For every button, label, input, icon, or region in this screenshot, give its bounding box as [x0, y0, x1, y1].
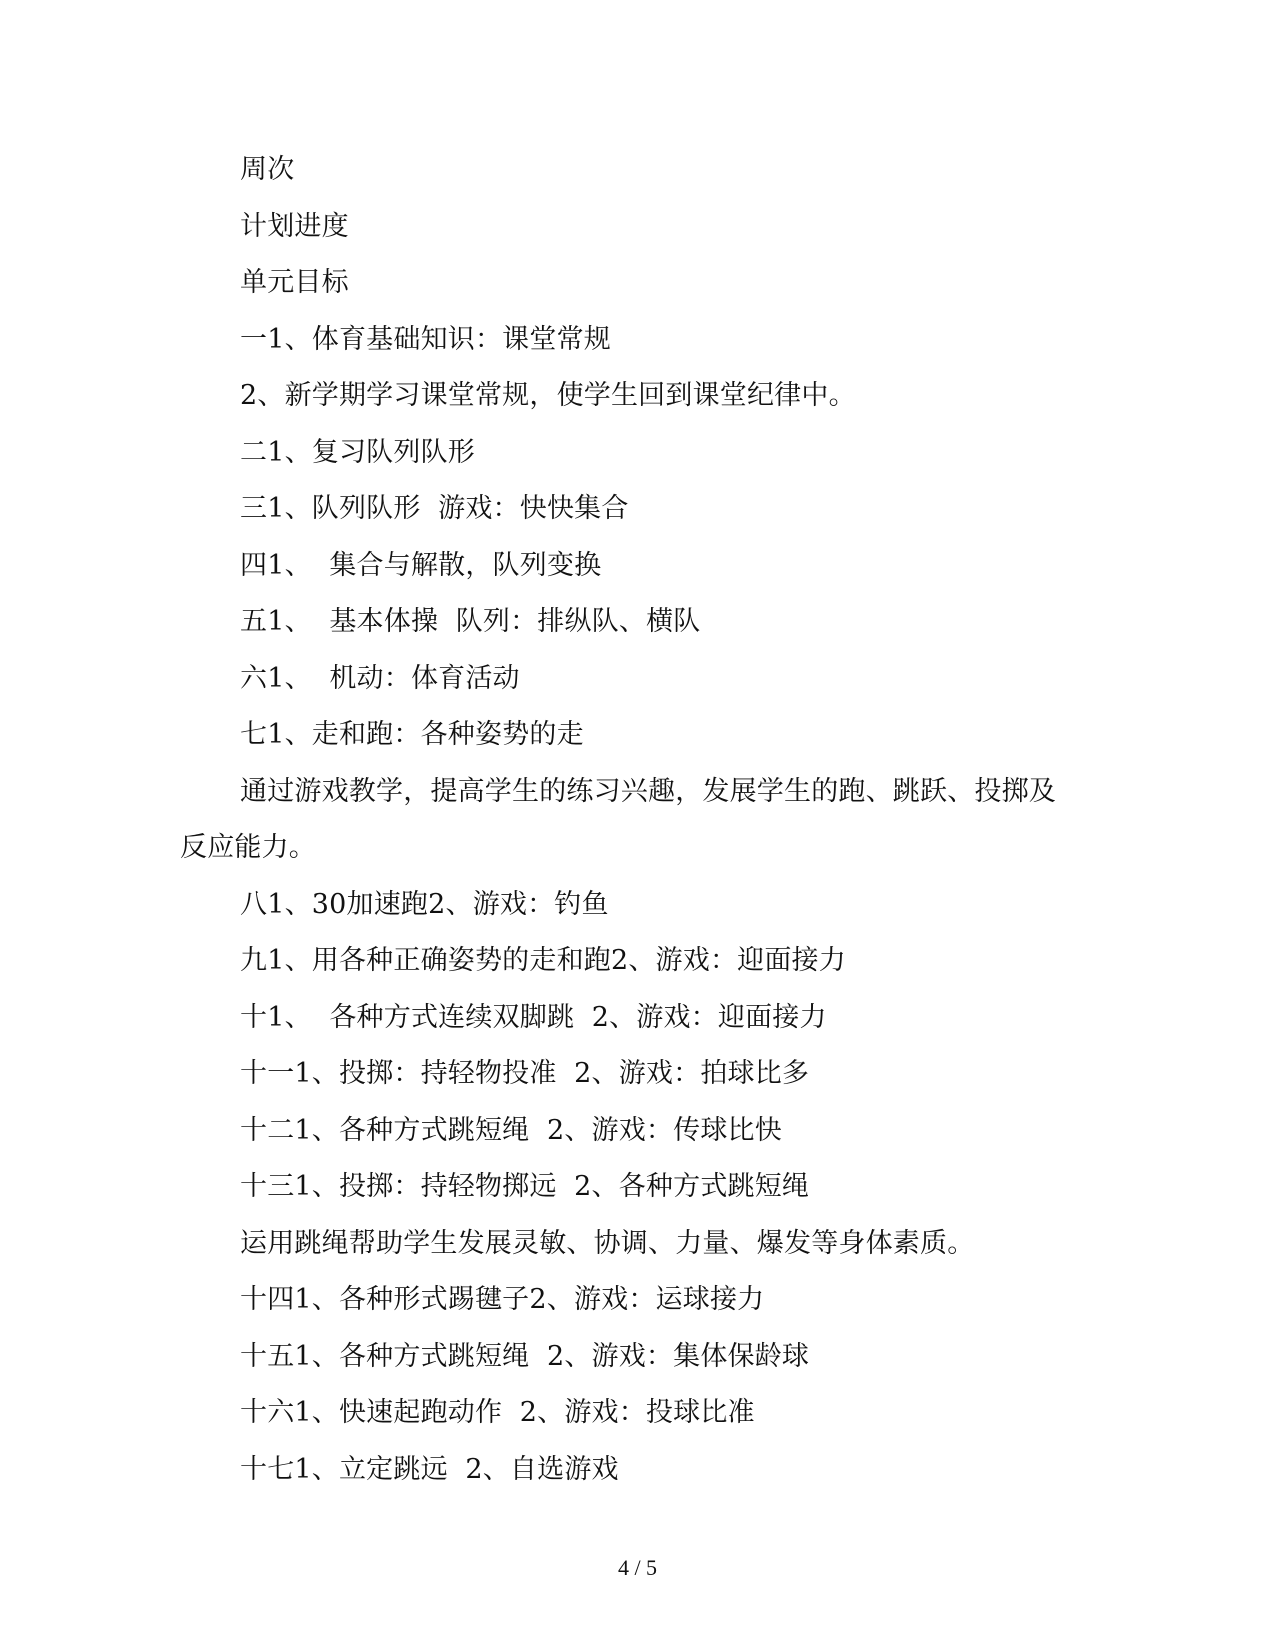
paragraph-week-10: 十1、 各种方式连续双脚跳 2、游戏：迎面接力 [240, 1001, 827, 1033]
paragraph-week-1: 一1、体育基础知识：课堂常规 [240, 323, 611, 355]
paragraph-week-16: 十六1、快速起跑动作 2、游戏：投球比准 [240, 1397, 755, 1428]
paragraph-week-12: 十二1、各种方式跳短绳 2、游戏：传球比快 [240, 1114, 782, 1146]
paragraph-week-6: 六1、 机动：体育活动 [240, 662, 520, 694]
paragraph-week-3: 三1、队列队形 游戏：快快集合 [240, 493, 629, 524]
paragraph-plan-progress: 计划进度 [240, 210, 349, 242]
document-body [180, 142, 1060, 1498]
paragraph-week-11: 十一1、投掷：持轻物投准 2、游戏：拍球比多 [240, 1058, 810, 1089]
paragraph-unit-goal: 单元目标 [240, 267, 349, 298]
paragraph-week-header: 周次 [240, 154, 295, 185]
paragraph-week-9: 九1、用各种正确姿势的走和跑2、游戏：迎面接力 [240, 945, 846, 976]
paragraph-rope-goal: 运用跳绳帮助学生发展灵敏、协调、力量、爆发等身体素质。 [240, 1227, 975, 1259]
paragraph-week-15: 十五1、各种方式跳短绳 2、游戏：集体保龄球 [240, 1340, 810, 1372]
paragraph-week-8: 八1、30加速跑2、游戏：钓鱼 [240, 888, 609, 920]
paragraph-week-1-goal: 2、新学期学习课堂常规，使学生回到课堂纪律中。 [240, 380, 856, 411]
paragraph-week-13: 十三1、投掷：持轻物掷远 2、各种方式跳短绳 [240, 1171, 810, 1202]
paragraph-week-4: 四1、 集合与解散，队列变换 [240, 549, 602, 581]
paragraph-week-17: 十七1、立定跳远 2、自选游戏 [240, 1453, 619, 1485]
paragraph-week-7: 七1、走和跑：各种姿势的走 [240, 719, 584, 750]
page-number: 4 / 5 [617, 1555, 658, 1580]
paragraph-games-goal: 通过游戏教学，提高学生的练习兴趣，发展学生的跑、跳跃、投掷及反应能力。 [180, 775, 1056, 863]
paragraph-week-14: 十四1、各种形式踢毽子2、游戏：运球接力 [240, 1284, 765, 1315]
paragraph-week-2: 二1、复习队列队形 [240, 436, 475, 468]
paragraph-week-5: 五1、 基本体操 队列：排纵队、横队 [240, 606, 701, 637]
